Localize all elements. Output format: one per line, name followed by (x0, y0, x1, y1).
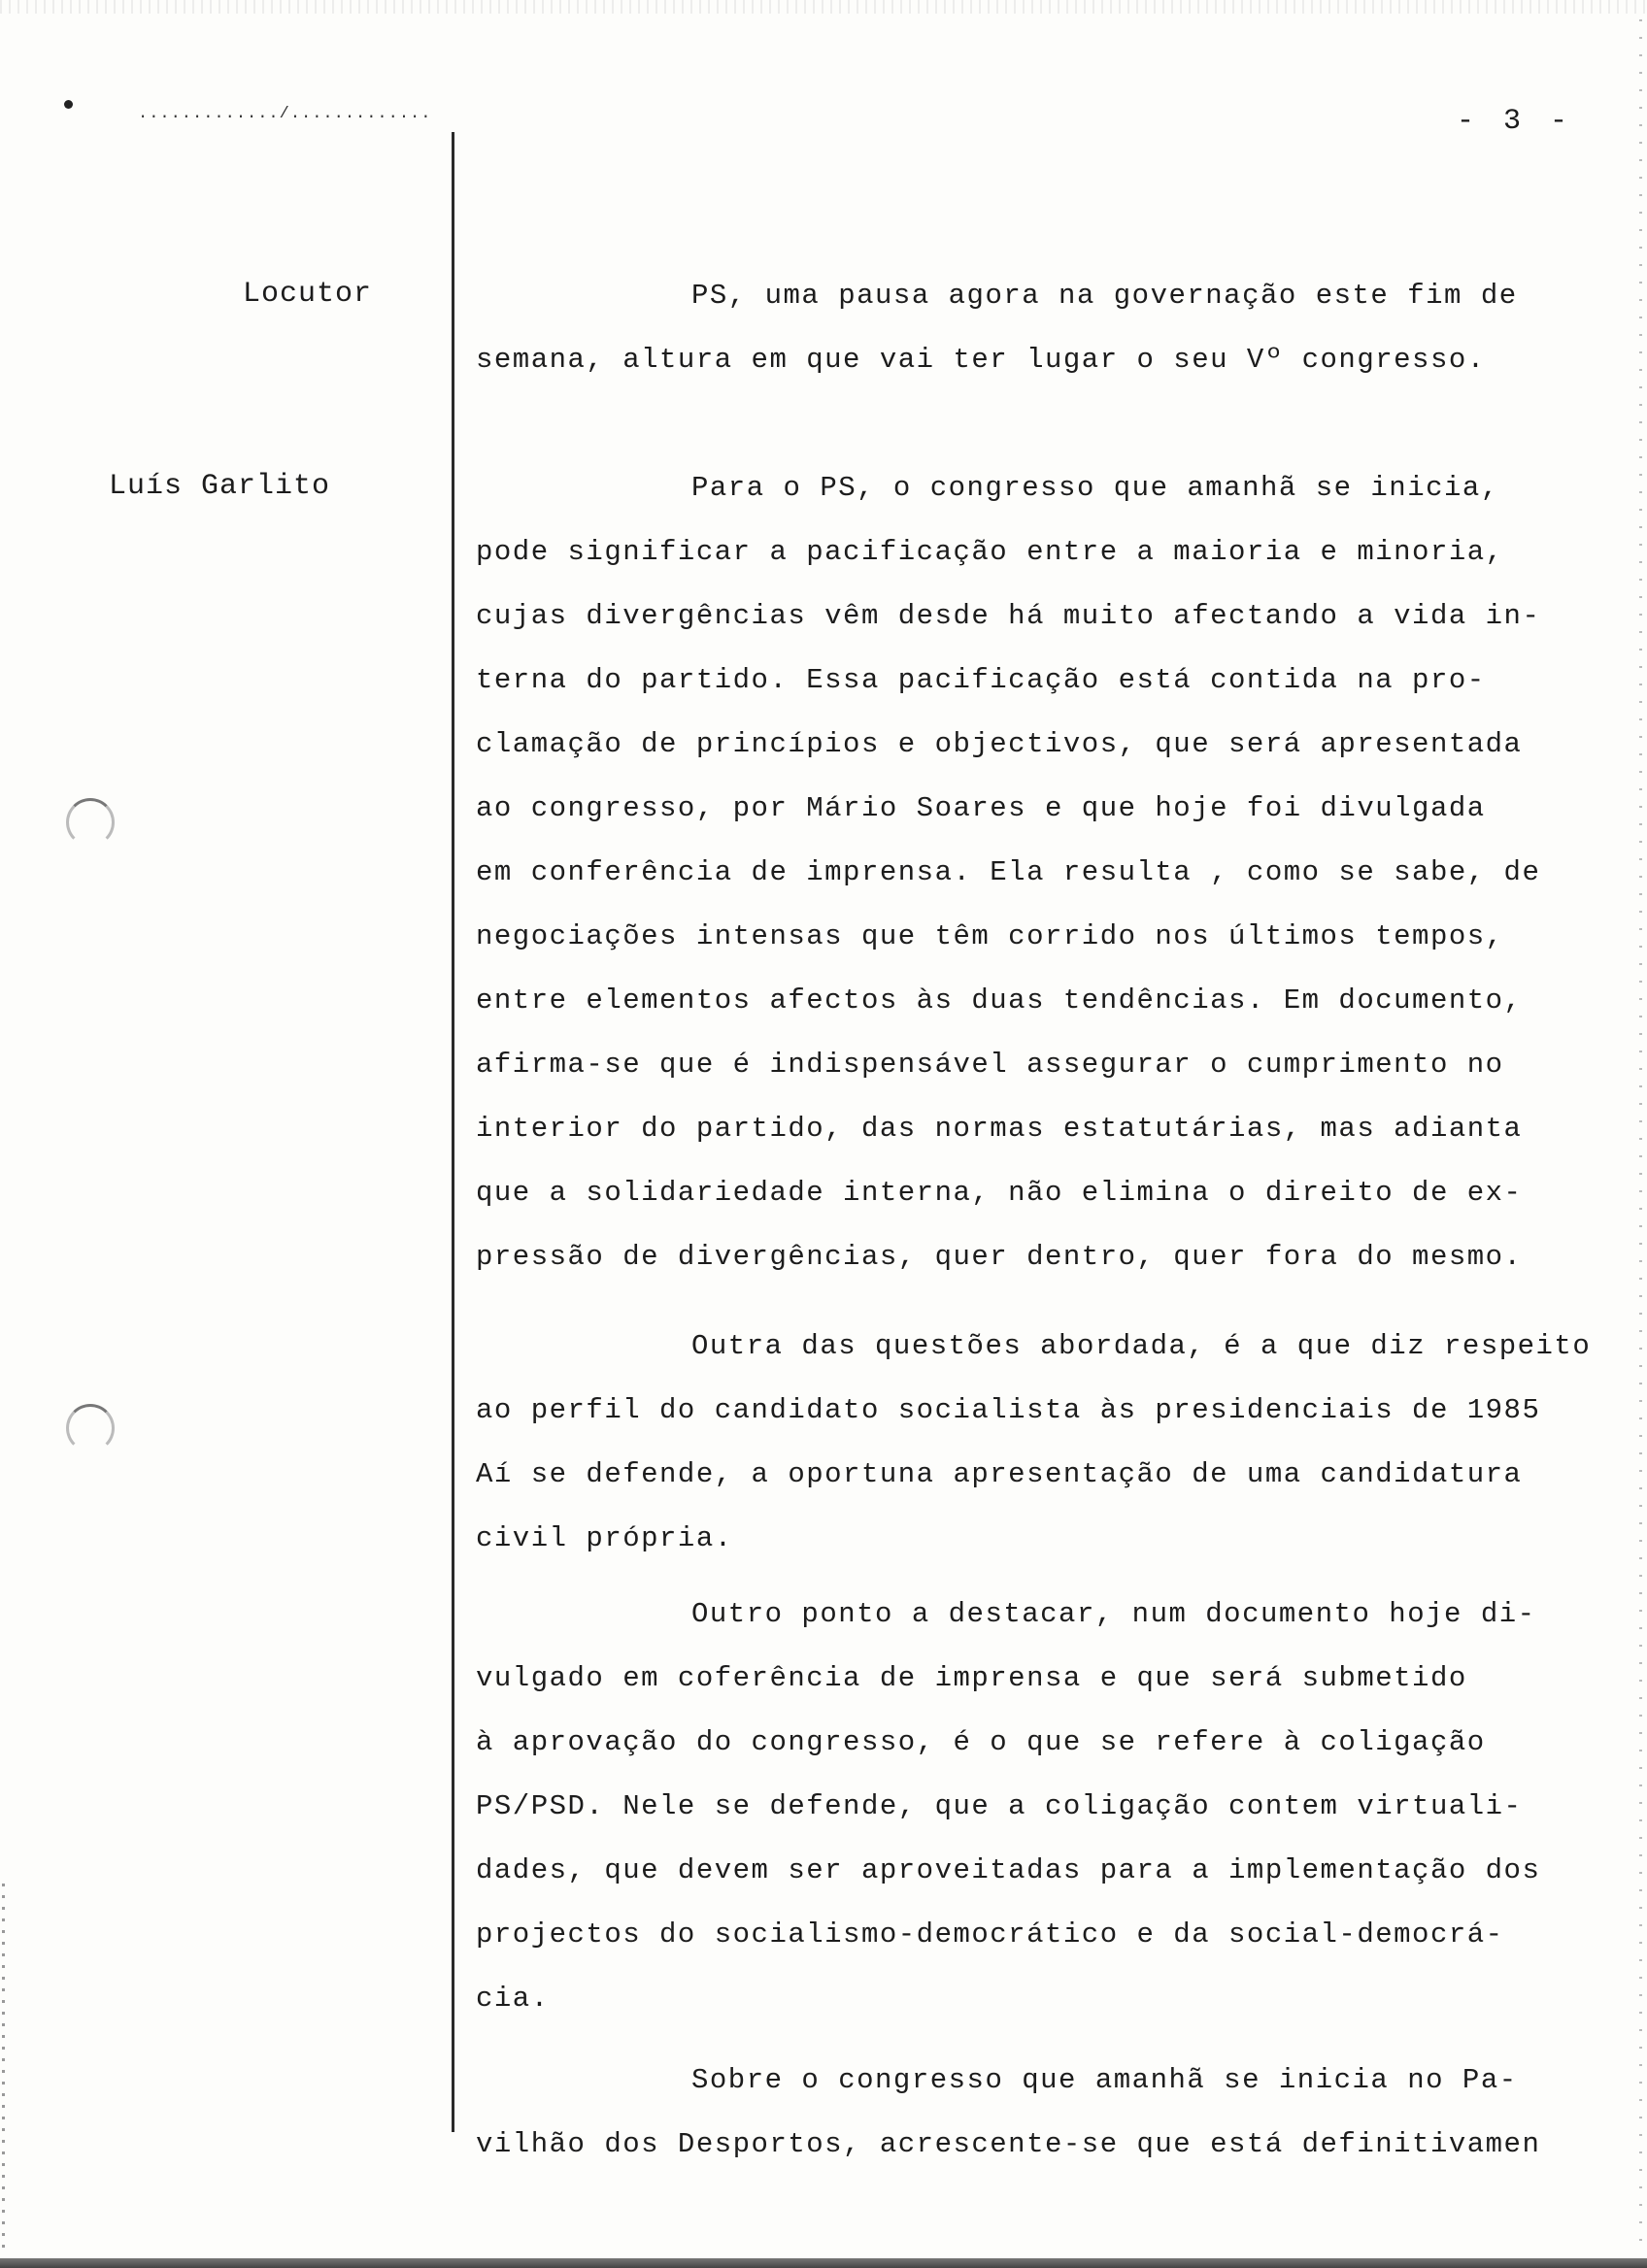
text-line: cujas divergências vêm desde há muito afectando a vida in- (476, 600, 1541, 632)
text-line: em conferência de imprensa. Ela resulta , como se sabe, de (476, 856, 1541, 888)
text-line: vulgado em coferência de imprensa e que será submetido (476, 1662, 1467, 1694)
text-line: afirma-se que é indispensável assegurar o cumprimento no (476, 1049, 1504, 1081)
text-line: Para o PS, o congresso que amanhã se inicia, (691, 472, 1499, 504)
text-line: pressão de divergências, quer dentro, quer fora do mesmo. (476, 1241, 1523, 1273)
punch-hole-icon (66, 1404, 115, 1452)
speaker-label-luis-garlito: Luís Garlito (109, 470, 331, 503)
text-line: cia. (476, 1983, 550, 2015)
text-line: Outro ponto a destacar, num documento hoje di- (691, 1598, 1536, 1630)
paragraph-presidenciais (476, 1315, 1641, 1571)
paragraph-coligacao (476, 1583, 1641, 2031)
text-line: Aí se defende, a oportuna apresentação de uma candidatura (476, 1458, 1523, 1490)
text-line: terna do partido. Essa pacificação está contida na pro- (476, 664, 1486, 696)
text-line: PS/PSD. Nele se defende, que a coligação contem virtuali- (476, 1790, 1523, 1822)
text-line: PS, uma pausa agora na governação este fim de (691, 280, 1518, 312)
text-line: interior do partido, das normas estatutárias, mas adianta (476, 1113, 1523, 1145)
scan-noise-top (0, 0, 1647, 14)
punch-hole-icon (66, 798, 115, 847)
date-field-blank: ............./............. (138, 105, 432, 123)
text-line: ao congresso, por Mário Soares e que hoje foi divulgada (476, 792, 1486, 824)
scan-edge-bottom (0, 2258, 1647, 2268)
text-line: ao perfil do candidato socialista às presidenciais de 1985 (476, 1394, 1541, 1426)
text-line: pode significar a pacificação entre a maioria e minoria, (476, 536, 1504, 568)
paragraph-locutor (476, 264, 1641, 392)
text-line: à aprovação do congresso, é o que se refere à coligação (476, 1726, 1486, 1758)
text-line: clamação de princípios e objectivos, que será apresentada (476, 728, 1523, 760)
text-line: que a solidariedade interna, não elimina o direito de ex- (476, 1177, 1523, 1209)
text-line: vilhão dos Desportos, acrescente-se que está definitivamen (476, 2128, 1541, 2160)
page-number: - 3 - (1457, 105, 1574, 138)
text-line: Outra das questões abordada, é a que diz respeito (691, 1330, 1592, 1362)
scan-edge-right (1639, 19, 1642, 2252)
bullet-mark (64, 100, 73, 109)
paragraph-congresso-pavilhao (476, 2049, 1641, 2177)
text-line: projectos do socialismo-democrático e da social-democrá- (476, 1918, 1504, 1951)
paragraph-pacificacao (476, 456, 1641, 1289)
text-line: negociações intensas que têm corrido nos últimos tempos, (476, 920, 1504, 952)
text-line: semana, altura em que vai ter lugar o seu Vº congresso. (476, 344, 1486, 376)
text-line: dades, que devem ser aproveitadas para a implementação dos (476, 1854, 1541, 1886)
text-line: entre elementos afectos às duas tendências. Em documento, (476, 984, 1523, 1017)
scan-edge-left (2, 1884, 5, 2252)
text-line: civil própria. (476, 1522, 733, 1554)
text-line: Sobre o congresso que amanhã se inicia no Pa- (691, 2064, 1518, 2096)
column-divider (452, 132, 454, 2132)
speaker-label-locutor: Locutor (243, 278, 373, 311)
